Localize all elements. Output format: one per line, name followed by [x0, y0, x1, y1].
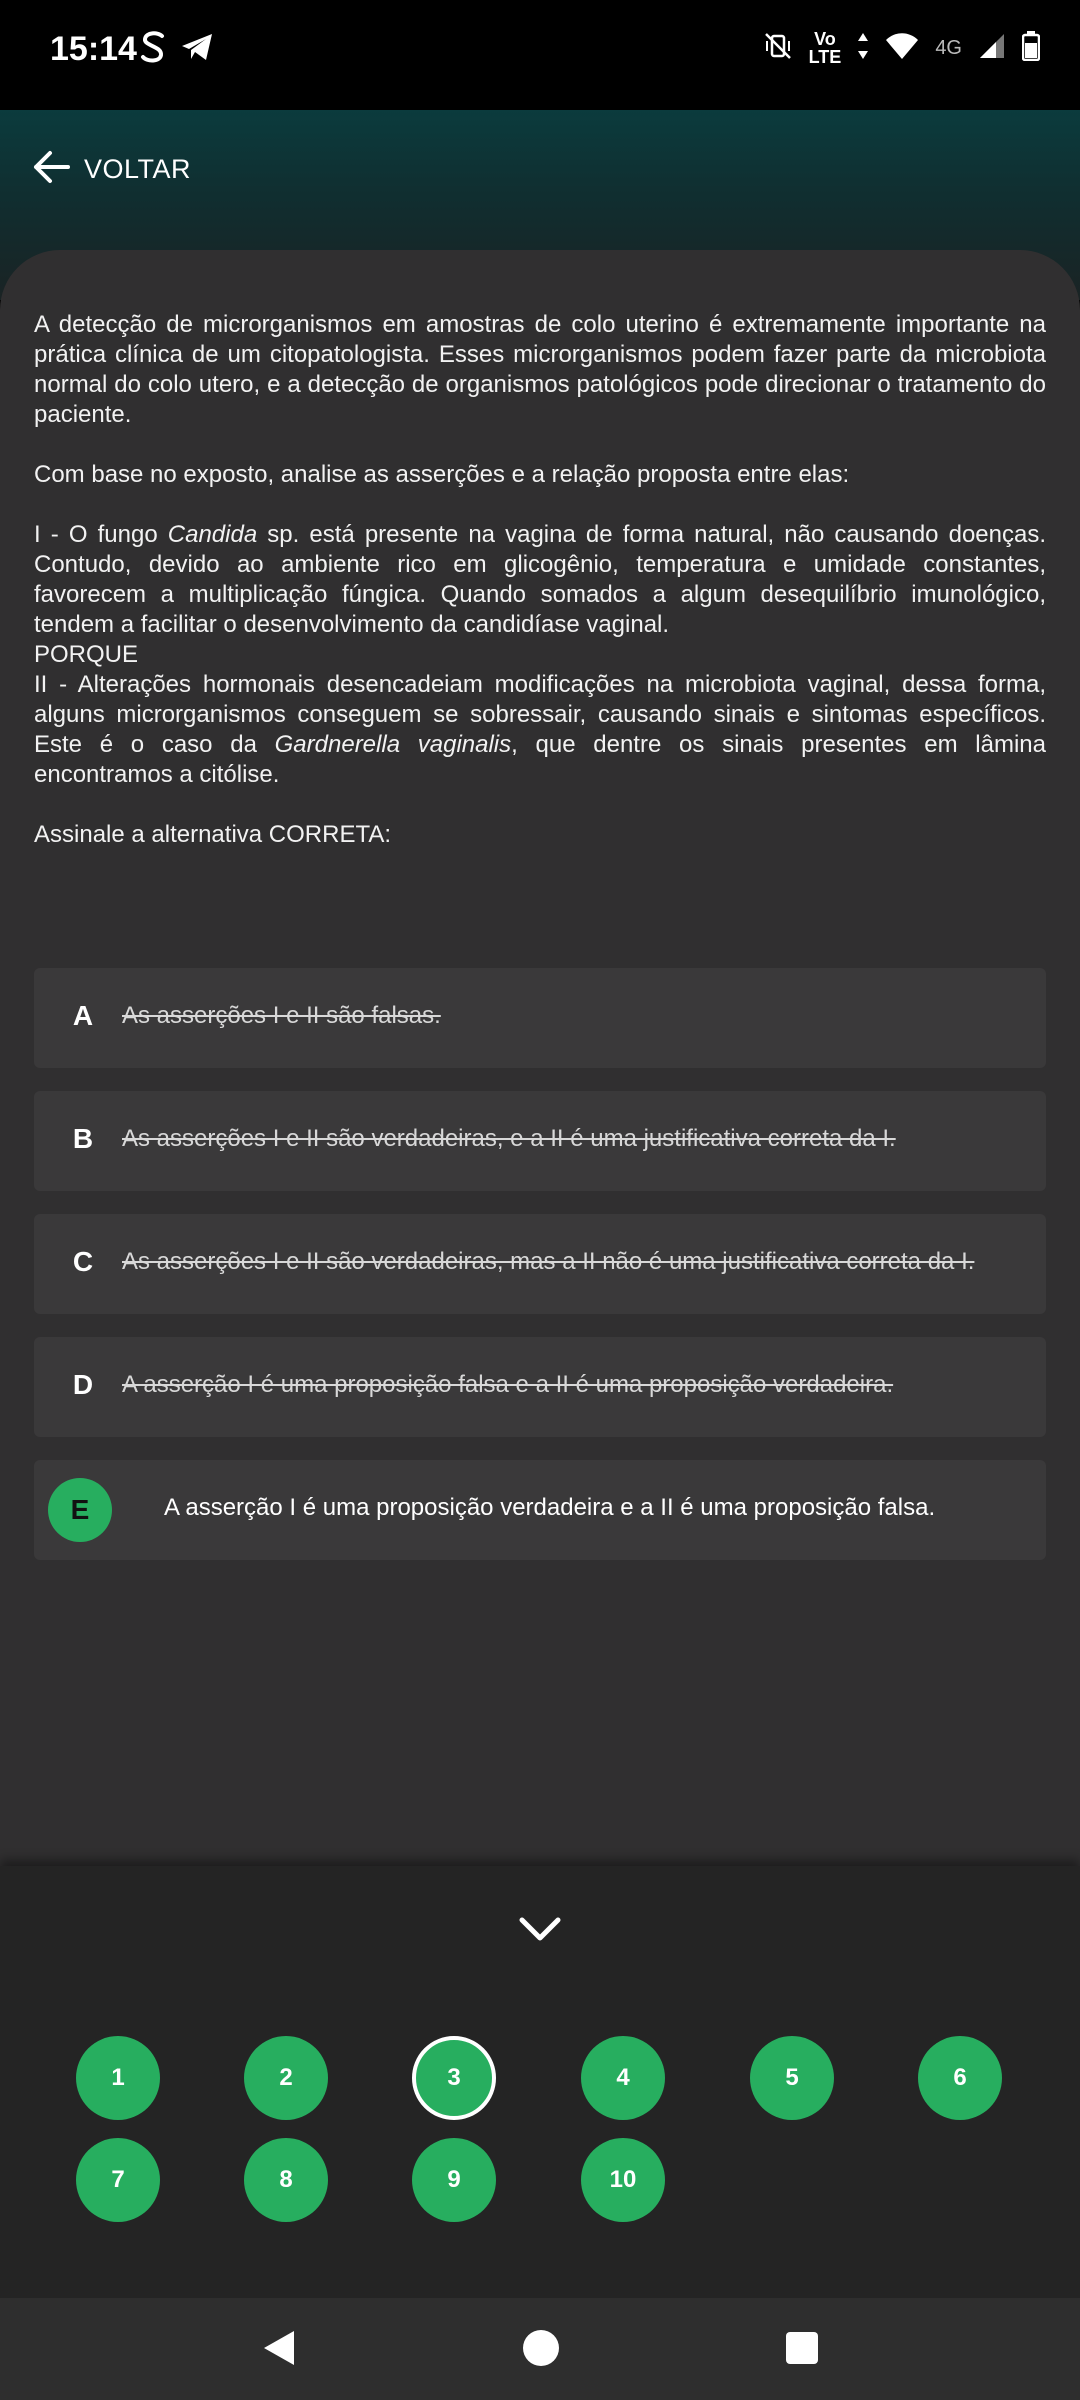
question-number-2[interactable]: 2: [244, 2036, 328, 2120]
option-letter: A: [72, 1000, 94, 1031]
option-text: As asserções I e II são falsas.: [122, 1002, 441, 1029]
back-button[interactable]: [32, 150, 191, 189]
connector: PORQUE: [34, 641, 139, 668]
lte-label: LTE: [808, 47, 842, 67]
nav-home-button[interactable]: [522, 2328, 560, 2373]
question-text: [34, 310, 1046, 880]
option-letter: C: [72, 1246, 94, 1277]
question-number-6[interactable]: 6: [918, 2036, 1002, 2120]
question-prompt: Com base no exposto, analise as asserções e a relação proposta entre elas:: [34, 461, 850, 488]
question-number-9[interactable]: 9: [412, 2138, 496, 2222]
question-intro: A detecção de microrganismos em amostras de colo uterino é extremamente importante na prática clínica de um citopatologista. Esses microrganismos podem fazer parte da microbiota normal do colo utero, e a detecção de organismos patológicos pode direcionar o tratamento do paciente.: [34, 311, 1046, 428]
collapse-button[interactable]: [510, 1910, 570, 1950]
option-text: As asserções I e II são verdadeiras, e a II é uma justificativa correta da I.: [122, 1125, 896, 1152]
assertion-2: II - Alterações hormonais desencadeiam modificações na microbiota vaginal, dessa forma, alguns microrganismos conseguem se sobressair, causando sinais e sintomas específicos. Este é o caso da Gardnerella vaginalis, que dentre os sinais presentes em lâmina encontramos a citólise.: [34, 671, 1046, 788]
question-number-7[interactable]: 7: [76, 2138, 160, 2222]
question-card: [0, 250, 1080, 1870]
s-notification-icon: [140, 30, 166, 69]
status-bar: [0, 0, 1080, 110]
back-label: VOLTAR: [84, 154, 192, 184]
question-number-10[interactable]: 10: [581, 2138, 665, 2222]
option-d[interactable]: [34, 1337, 1046, 1437]
question-number-4[interactable]: 4: [581, 2036, 665, 2120]
option-text: A asserção I é uma proposição falsa e a II é uma proposição verdadeira.: [122, 1371, 894, 1398]
square-recents-icon: [784, 2328, 820, 2368]
network-type: 4G: [935, 37, 962, 59]
arrow-left-icon: [32, 150, 70, 189]
option-e[interactable]: [34, 1460, 1046, 1560]
status-time: 15:14: [50, 30, 137, 68]
option-c[interactable]: [34, 1214, 1046, 1314]
nav-back-button[interactable]: [258, 2328, 298, 2373]
question-number-8[interactable]: 8: [244, 2138, 328, 2222]
system-nav-bar: [0, 2298, 1080, 2400]
battery-icon: [1022, 31, 1040, 66]
question-number-5[interactable]: 5: [750, 2036, 834, 2120]
circle-home-icon: [522, 2328, 560, 2368]
data-arrows-icon: [857, 31, 869, 66]
volte-label: Vo: [814, 29, 836, 49]
question-instruction: Assinale a alternativa CORRETA:: [34, 821, 392, 848]
option-text: As asserções I e II são verdadeiras, mas a II não é uma justificativa correta da I.: [122, 1248, 975, 1275]
signal-icon: [978, 32, 1006, 65]
nav-recents-button[interactable]: [784, 2328, 820, 2373]
option-letter: B: [72, 1123, 94, 1154]
question-navigator: [0, 1866, 1080, 2298]
option-text: A asserção I é uma proposição verdadeira e a II é uma proposição falsa.: [164, 1494, 936, 1521]
chevron-down-icon: [510, 1910, 570, 1950]
option-selected-badge: E: [48, 1478, 112, 1542]
wifi-icon: [885, 32, 919, 65]
option-a[interactable]: [34, 968, 1046, 1068]
assertion-1: I - O fungo Candida sp. está presente na vagina de forma natural, não causando doenças. Contudo, devido ao ambiente rico em glicogênio, temperatura e umidade constantes, favorecem a multiplicação fúngica. Quando somados a algum desequilíbrio imunológico, tendem a facilitar o desenvolvimento da candidíase vaginal.: [34, 521, 1047, 638]
triangle-back-icon: [258, 2328, 298, 2368]
option-b[interactable]: [34, 1091, 1046, 1191]
vibrate-mute-icon: [763, 31, 793, 66]
telegram-icon: [180, 32, 214, 67]
question-number-3[interactable]: 3: [412, 2036, 496, 2120]
question-number-1[interactable]: 1: [76, 2036, 160, 2120]
option-letter: D: [72, 1369, 94, 1400]
